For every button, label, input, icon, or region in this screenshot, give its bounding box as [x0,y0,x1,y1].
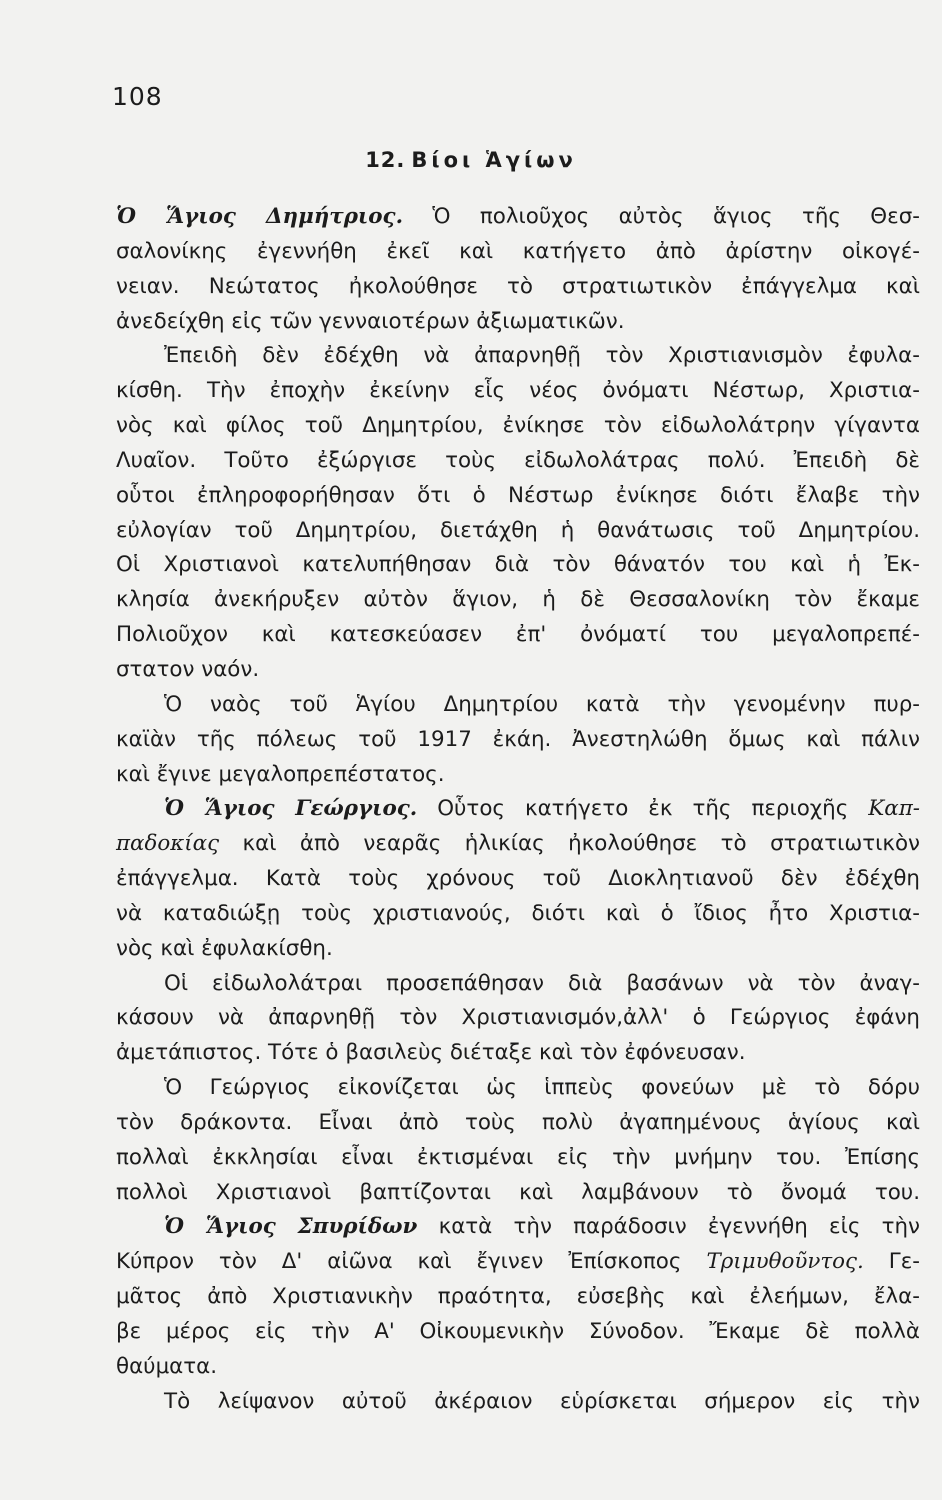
text-segment: κλησία ἀνεκήρυξεν αὐτὸν ἅγιον, ἡ δὲ Θεσσαλονίκη τὸν ἔκαμε [116,587,920,613]
text-segment: Οὗτος κατήγετο ἐκ τῆς περιοχῆς [417,796,869,822]
text-line [116,374,920,409]
text-segment: νὰ καταδιώξῃ τοὺς χριστιανούς, διότι καὶ ὁ ἴδιος ἦτο Χριστια- [116,900,920,926]
text-segment: Ὁ Γεώργιος εἰκονίζεται ὡς ἱππεὺς φονεύων μὲ τὸ δόρυ [164,1075,920,1101]
text-line [116,1315,920,1350]
text-segment: στατον ναόν. [116,656,260,682]
text-line [116,618,920,653]
text-segment: εὐλογίαν τοῦ Δημητρίου, διετάχθη ἡ θανάτωσις τοῦ Δημητρίου. [116,517,920,543]
text-line [116,1071,920,1106]
emphasis-text: Ὁ Ἅγιος Γεώργιος. [164,796,418,822]
text-line [116,339,920,374]
chapter-number: 12. [365,148,406,172]
text-segment: Κύπρον τὸν Δ' αἰῶνα καὶ ἔγινεν Ἐπίσκοπος [116,1249,707,1275]
text-line [116,1280,920,1315]
text-segment: Τὸ λείψανον αὐτοῦ ἀκέραιον εὑρίσκεται σήμερον εἰς τὴν [164,1388,920,1414]
text-segment: καϊὰν τῆς πόλεως τοῦ 1917 ἐκάη. Ἀνεστηλώθη ὅμως καὶ πάλιν [116,726,920,752]
text-line [116,409,920,444]
text-segment: Ὁ πολιοῦχος αὐτὸς ἅγιος τῆς Θεσ- [403,204,920,229]
text-line [116,1210,920,1245]
text-segment: καὶ ἀπὸ νεαρᾶς ἡλικίας ἠκολούθησε τὸ στρατιωτικὸν [219,831,920,857]
text-segment: Οἱ Χριστιανοὶ κατελυπήθησαν διὰ τὸν θάνατόν του καὶ ἡ Ἐκ- [116,552,920,578]
text-line [116,305,920,340]
text-line [116,1001,920,1036]
text-segment: νὸς καὶ ἐφυλακίσθη. [116,935,333,961]
text-line [116,1385,920,1420]
text-segment: νειαν. Νεώτατος ἠκολούθησε τὸ στρατιωτικὸν ἐπάγγελμα καὶ [116,273,920,299]
text-segment: Γε- [863,1249,921,1275]
text-line [116,967,920,1002]
text-line [116,235,920,270]
page-number: 108 [112,82,163,111]
emphasis-text: Καπ- [868,796,920,822]
text-segment: μᾶτος ἀπὸ Χριστιανικὴν πραότητα, εὐσεβὴς καὶ ἐλεήμων, ἔλα- [116,1284,920,1310]
text-segment: πολλοὶ Χριστιανοὶ βαπτίζονται καὶ λαμβάνουν τὸ ὄνομά του. [116,1179,920,1205]
text-line [116,1106,920,1141]
text-segment: Ὁ ναὸς τοῦ Ἁγίου Δημητρίου κατὰ τὴν γενομένην πυρ- [164,691,920,717]
emphasis-text: Τριμυθοῦντος. [706,1249,864,1275]
text-line [116,932,920,967]
text-line [116,862,920,897]
text-segment: καὶ ἔγινε μεγαλοπρεπέστατος. [116,761,445,787]
text-line [116,270,920,305]
emphasis-text: Ὁ Ἅγιος Δημήτριος. [116,204,404,229]
text-line [116,897,920,932]
text-segment: ἐπάγγελμα. Κατὰ τοὺς χρόνους τοῦ Διοκλητιανοῦ δὲν ἐδέχθη [116,866,920,892]
text-line [116,583,920,618]
text-segment: βε μέρος εἰς τὴν Α' Οἰκουμενικὴν Σύνοδον. Ἔκαμε δὲ πολλὰ [116,1319,920,1344]
text-segment: κάσουν νὰ ἀπαρνηθῇ τὸν Χριστιανισμόν,ἀλλ' ὁ Γεώργιος ἐφάνη [116,1005,920,1031]
text-segment: πολλαὶ ἐκκλησίαι εἶναι ἐκτισμέναι εἰς τὴν μνήμην του. Ἐπίσης [116,1144,920,1170]
text-line [116,1350,920,1385]
text-segment: κίσθη. Τὴν ἐποχὴν ἐκείνην εἷς νέος ὀνόματι Νέστωρ, Χριστια- [116,378,920,404]
text-segment: οὗτοι ἐπληροφορήθησαν ὅτι ὁ Νέστωρ ἐνίκησε διότι ἔλαβε τὴν [116,482,920,508]
chapter-title [0,148,942,172]
text-segment: σαλονίκης ἐγεννήθη ἐκεῖ καὶ κατήγετο ἀπὸ ἀρίστην οἰκογέ- [116,238,920,264]
text-segment: τὸν δράκοντα. Εἶναι ἀπὸ τοὺς πολὺ ἀγαπημένους ἁγίους καὶ [116,1109,920,1135]
text-line [116,548,920,583]
text-line [116,200,920,235]
text-segment: κατὰ τὴν παράδοσιν ἐγεννήθη εἰς τὴν [417,1214,920,1240]
text-line [116,758,920,793]
text-line [116,723,920,758]
text-segment: νὸς καὶ φίλος τοῦ Δημητρίου, ἐνίκησε τὸν εἰδωλολάτρην γίγαντα [116,413,920,439]
text-segment: θαύματα. [116,1353,218,1379]
text-line [116,1245,920,1280]
text-line [116,444,920,479]
text-line [116,653,920,688]
text-segment: Ἐπειδὴ δὲν ἐδέχθη νὰ ἀπαρνηθῇ τὸν Χριστιανισμὸν ἐφυλα- [164,343,920,369]
text-line [116,792,920,827]
text-segment: Λυαῖον. Τοῦτο ἐξώργισε τοὺς εἰδωλολάτρας πολύ. Ἐπειδὴ δὲ [116,447,920,473]
text-segment: ἀμετάπιστος. Τότε ὁ βασιλεὺς διέταξε καὶ τὸν ἐφόνευσαν. [116,1040,746,1066]
text-line [116,514,920,549]
text-line [116,479,920,514]
chapter-title-text: Βίοι Ἁγίων [411,148,577,172]
text-line [116,1176,920,1211]
text-line [116,1141,920,1176]
text-line [116,1036,920,1071]
text-segment: ἀνεδείχθη εἰς τῶν γενναιοτέρων ἀξιωματικῶν. [116,308,625,334]
body-text [116,200,920,1420]
text-line [116,827,920,862]
text-line [116,688,920,723]
text-segment: Οἱ εἰδωλολάτραι προσεπάθησαν διὰ βασάνων νὰ τὸν ἀναγ- [164,970,920,996]
text-segment: Πολιοῦχον καὶ κατεσκεύασεν ἐπ' ὀνόματί του μεγαλοπρεπέ- [116,622,920,648]
emphasis-text: παδοκίας [116,831,220,857]
emphasis-text: Ὁ Ἅγιος Σπυρίδων [164,1214,418,1240]
